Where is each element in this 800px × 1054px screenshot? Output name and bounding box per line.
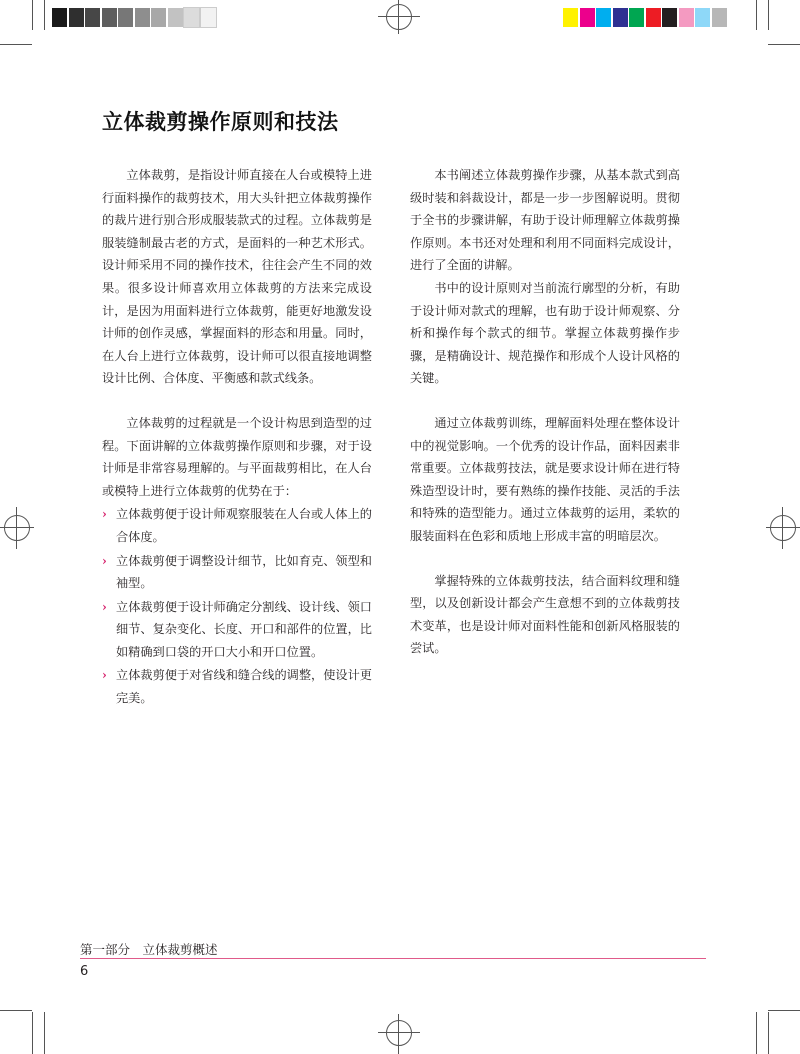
- color-swatch: [662, 8, 677, 27]
- paragraph: 立体裁剪的过程就是一个设计构思到造型的过程。下面讲解的立体裁剪操作原则和步骤，对于设计师是非常容易理解的。与平面裁剪相比，在人台或模特上进行立体裁剪的优势在于：: [102, 415, 372, 498]
- color-swatch: [613, 8, 628, 27]
- page-number: 6: [80, 964, 89, 979]
- paragraph: 本书阐述立体裁剪操作步骤，从基本款式到高级时装和斜裁设计，都是一步一步图解说明。贯彻于全书的步骤讲解，有助于设计师理解立体裁剪操作原则。本书还对处理和利用不同面料完成设计，进行了全面的讲解。: [410, 168, 680, 273]
- left-column: [102, 164, 372, 711]
- list-item-text: 立体裁剪便于设计师确定分割线、设计线、领口细节、复杂变化、长度、开口和部件的位置，比如精确到口袋的开口大小和开口位置。: [116, 599, 372, 659]
- color-swatch: [118, 8, 133, 27]
- bullet-arrow-icon: ›: [102, 599, 107, 614]
- color-swatch: [135, 8, 150, 27]
- color-swatch: [52, 8, 67, 27]
- list-item: [102, 596, 372, 664]
- color-swatch: [646, 8, 661, 27]
- color-swatch: [102, 8, 117, 27]
- bullet-arrow-icon: ›: [102, 507, 107, 522]
- color-swatch: [563, 8, 578, 27]
- bullet-arrow-icon: ›: [102, 553, 107, 568]
- paragraph: 立体裁剪，是指设计师直接在人台或模特上进行面料操作的裁剪技术，用大头针把立体裁剪操作的裁片进行别合形成服装款式的过程。立体裁剪是服装缝制最古老的方式，是面料的一种艺术形式。设计师采用不同的操作技术，往往会产生不同的效果。很多设计师喜欢用立体裁剪的方法来完成设计，是因为用面料进行立体裁剪，能更好地激发设计师的创作灵感，掌握面料的形态和用量。同时，在人台上进行立体裁剪，设计师可以很直接地调整设计比例、合体度、平衡感和款式线条。: [102, 168, 372, 386]
- color-swatch: [629, 8, 644, 27]
- color-swatch: [695, 8, 710, 27]
- list-item-text: 立体裁剪便于设计师观察服装在人台或人体上的合体度。: [116, 507, 372, 544]
- color-swatch: [168, 8, 183, 27]
- list-item-text: 立体裁剪便于调整设计细节，比如育克、领型和袖型。: [116, 553, 372, 591]
- paragraph: 通过立体裁剪训练，理解面料处理在整体设计中的视觉影响。一个优秀的设计作品，面料因素非常重要。立体裁剪技法，就是要求设计师在进行特殊造型设计时，要有熟练的操作技能、灵活的手法和特殊的造型能力。通过立体裁剪的运用，柔软的服装面料在色彩和质地上形成丰富的明暗层次。: [410, 415, 680, 543]
- color-swatch: [679, 8, 694, 27]
- paragraph: 掌握特殊的立体裁剪技法，结合面料纹理和缝型，以及创新设计都会产生意想不到的立体裁剪技术变革，也是设计师对面料性能和创新风格服装的尝试。: [410, 573, 680, 656]
- color-swatch: [85, 8, 100, 27]
- list-item: [102, 503, 372, 548]
- color-swatch: [580, 8, 595, 27]
- color-swatch: [712, 8, 727, 27]
- bullet-arrow-icon: ›: [102, 668, 107, 683]
- paragraph: 书中的设计原则对当前流行廓型的分析，有助于设计师对款式的理解，也有助于设计师观察、分析和操作每个款式的细节。掌握立体裁剪操作步骤，是精确设计、规范操作和形成个人设计风格的关键。: [410, 280, 680, 386]
- color-swatch: [596, 8, 611, 27]
- color-swatch: [201, 8, 216, 27]
- color-swatch: [184, 8, 199, 27]
- color-swatch: [69, 8, 84, 27]
- color-swatch: [151, 8, 166, 27]
- right-column: [410, 164, 680, 660]
- list-item: [102, 664, 372, 709]
- footer-rule: [80, 958, 706, 959]
- section-footer: 第一部分 立体裁剪概述: [80, 942, 218, 957]
- list-item: [102, 550, 372, 595]
- page-title: 立体裁剪操作原则和技法: [102, 110, 339, 134]
- list-item-text: 立体裁剪便于对省线和缝合线的调整，使设计更完美。: [116, 668, 372, 706]
